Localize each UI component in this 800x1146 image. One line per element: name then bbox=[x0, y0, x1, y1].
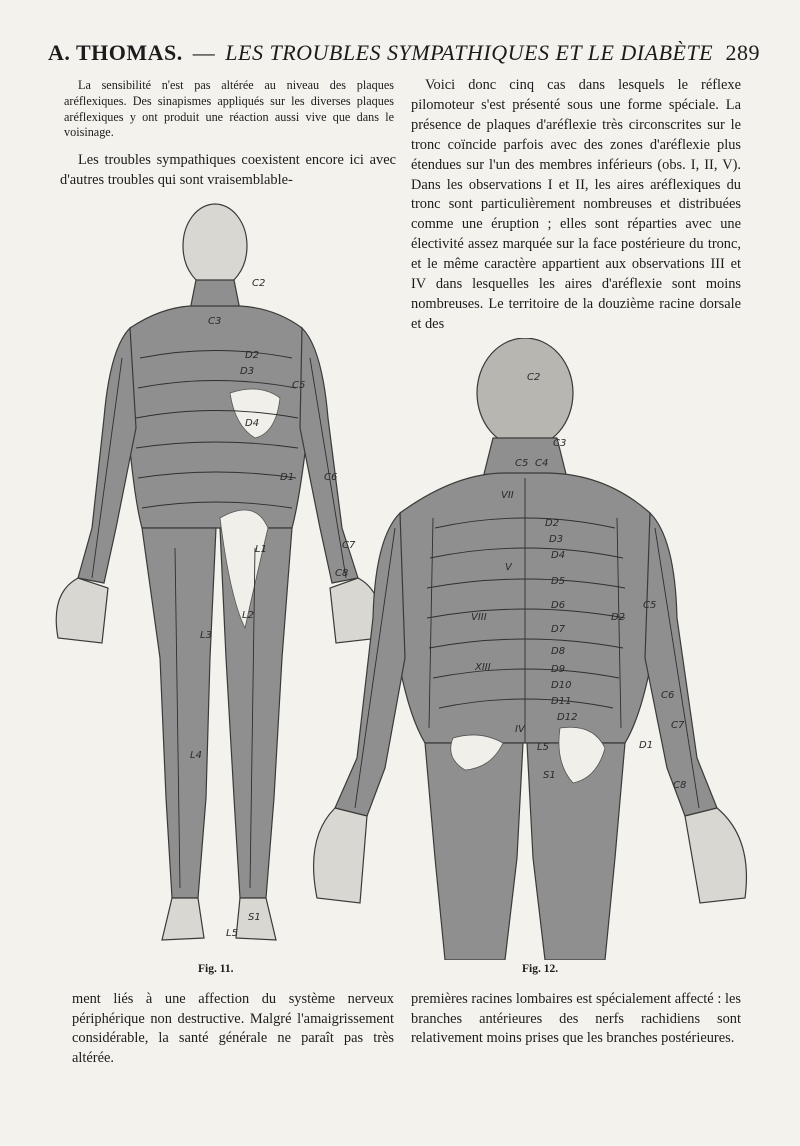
svg-text:C7: C7 bbox=[342, 540, 356, 551]
svg-text:C7: C7 bbox=[671, 720, 685, 731]
svg-text:S1: S1 bbox=[543, 770, 556, 781]
svg-text:D10: D10 bbox=[551, 680, 572, 691]
footnote-text: La sensibilité n'est pas altérée au niveau des plaques aréflexiques. Des sinapismes appliqués sur les diverses plaques aréflexiques y ont produit une réaction aussi vive que dans le voisinage. bbox=[64, 78, 394, 140]
header-title: LES TROUBLES SYMPATHIQUES ET LE DIABÈTE bbox=[225, 40, 714, 65]
right-column-paragraph: Voici donc cinq cas dans lesquels le réflexe pilomoteur s'est présenté sous une forme spéciale. La présence de plaques d'aréflexie très circonscrites sur le tronc coïncide parfois avec des zones d'aréflexie plus étendues sur l'un des membres inférieurs (obs. I, II, V). Dans les observations I et II, les aires aréflexiques du tronc sont particulièrement nombreuses et distribuées comme une éruption ; elles sont réparties avec une électivité assez marquée sur la face postérieure du tronc, et le même caractère appartient aux observations III et IV dans lesquelles les aires d'aréflexie sont moins nombreuses. Le territoire de la douzième racine dorsale et des bbox=[411, 77, 741, 332]
svg-text:D2: D2 bbox=[545, 518, 560, 529]
figure-12-caption: Fig. 12. bbox=[522, 963, 559, 975]
svg-text:IV: IV bbox=[515, 724, 525, 735]
svg-text:D1: D1 bbox=[639, 740, 654, 751]
running-head bbox=[48, 40, 760, 70]
svg-text:L1: L1 bbox=[255, 544, 267, 555]
svg-text:C6: C6 bbox=[324, 472, 338, 483]
figure-12-drawing bbox=[305, 338, 765, 960]
svg-text:C2: C2 bbox=[527, 372, 541, 383]
svg-text:D3: D3 bbox=[240, 366, 255, 377]
bottom-left-column bbox=[72, 990, 394, 1068]
page-number: 289 bbox=[725, 40, 760, 65]
left-column bbox=[60, 150, 396, 190]
svg-text:D12: D12 bbox=[557, 712, 578, 723]
left-column-paragraph: Les troubles sympathiques coexistent encore ici avec d'autres troubles qui sont vraisemblable- bbox=[60, 152, 396, 188]
svg-text:D9: D9 bbox=[551, 664, 566, 675]
svg-text:D4: D4 bbox=[245, 418, 260, 429]
footnote bbox=[64, 78, 394, 141]
header-dash: — bbox=[192, 40, 216, 65]
svg-text:C5: C5 bbox=[643, 600, 657, 611]
svg-text:C8: C8 bbox=[673, 780, 687, 791]
figure-11-caption: Fig. 11. bbox=[198, 963, 234, 975]
svg-text:C3: C3 bbox=[553, 438, 567, 449]
svg-text:L4: L4 bbox=[190, 750, 202, 761]
figure-12-posterior-body bbox=[305, 338, 765, 960]
svg-text:D2: D2 bbox=[611, 612, 626, 623]
svg-text:VIII: VIII bbox=[471, 612, 487, 623]
svg-text:S1: S1 bbox=[248, 912, 261, 923]
svg-text:L2: L2 bbox=[242, 610, 254, 621]
svg-text:D6: D6 bbox=[551, 600, 566, 611]
right-column bbox=[411, 76, 741, 335]
svg-text:XIII: XIII bbox=[475, 662, 491, 673]
svg-text:VII: VII bbox=[501, 490, 514, 501]
svg-text:L5: L5 bbox=[226, 928, 238, 939]
bottom-right-column bbox=[411, 990, 741, 1049]
svg-text:C8: C8 bbox=[335, 568, 349, 579]
svg-text:D11: D11 bbox=[551, 696, 572, 707]
bottom-left-paragraph: ment liés à une affection du système nerveux périphérique non destructive. Malgré l'amaigrissement considérable, la santé générale ne paraît pas très altérée. bbox=[72, 991, 394, 1066]
svg-text:L5: L5 bbox=[537, 742, 549, 753]
svg-text:L3: L3 bbox=[200, 630, 212, 641]
svg-text:D1: D1 bbox=[280, 472, 295, 483]
svg-text:V: V bbox=[505, 562, 512, 573]
svg-text:C4: C4 bbox=[535, 458, 549, 469]
svg-text:D5: D5 bbox=[551, 576, 566, 587]
svg-text:D4: D4 bbox=[551, 550, 566, 561]
svg-text:D8: D8 bbox=[551, 646, 566, 657]
svg-text:D2: D2 bbox=[245, 350, 260, 361]
bottom-right-paragraph: premières racines lombaires est spécialement affecté : les branches antérieures des nerfs rachidiens sont relativement moins prises que les branches postérieures. bbox=[411, 991, 741, 1046]
svg-text:D7: D7 bbox=[551, 624, 566, 635]
svg-text:C3: C3 bbox=[208, 316, 222, 327]
svg-text:C5: C5 bbox=[292, 380, 306, 391]
svg-text:C5: C5 bbox=[515, 458, 529, 469]
svg-text:C2: C2 bbox=[252, 278, 266, 289]
svg-text:D3: D3 bbox=[549, 534, 564, 545]
svg-text:C6: C6 bbox=[661, 690, 675, 701]
header-author: A. THOMAS. bbox=[48, 40, 183, 65]
